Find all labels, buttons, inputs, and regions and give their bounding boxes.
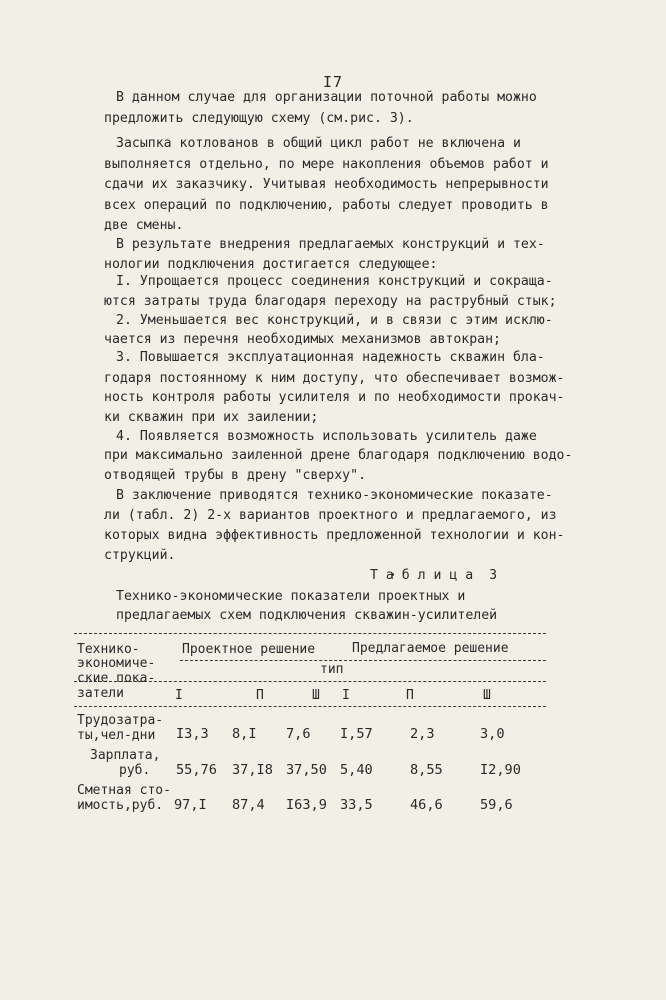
row-1-value-3: 7,6: [286, 726, 311, 742]
body-line-17: ки скважин при их заилении;: [104, 410, 319, 425]
table-rule-header-2: [74, 706, 546, 707]
body-line-10: I. Упрощается процесс соединения конструкций и сокраща-: [116, 274, 553, 289]
row-2-label-1: Зарплата,: [90, 748, 161, 763]
row-1-value-5: 2,3: [410, 726, 435, 742]
table-rule-type: [180, 660, 546, 661]
row-3-value-2: 87,4: [232, 797, 265, 813]
body-line-6: всех операций по подключению, работы следует проводить в: [104, 198, 549, 213]
body-line-20: отводящей трубы в дрену "сверху".: [104, 468, 367, 483]
header-col-line-1: Технико-: [77, 642, 140, 657]
body-line-2: предложить следующую схему (см.рис. 3).: [104, 111, 414, 126]
type-project-3: Ш: [312, 688, 320, 703]
row-2-label-2: руб.: [119, 763, 151, 778]
row-1-value-6: 3,0: [480, 726, 505, 742]
body-line-18: 4. Появляется возможность использовать усилитель даже: [116, 429, 537, 444]
header-col-line-3: ские пока-: [77, 671, 156, 686]
body-line-11: ются затраты труда благодаря переходу на раструбный стык;: [104, 294, 557, 309]
body-line-24: струкций.: [104, 548, 176, 563]
group-project-header: Проектное решение: [182, 642, 316, 657]
body-line-16: ность контроля работы усилителя и по необходимости прокач-: [104, 390, 565, 405]
table-caption-line-1: Технико-экономические показатели проектных и: [116, 589, 466, 604]
row-3-value-6: 59,6: [480, 797, 513, 813]
body-line-5: сдачи их заказчику. Учитывая необходимость непрерывности: [104, 177, 549, 192]
row-2-value-4: 5,40: [340, 762, 373, 778]
body-line-22: ли (табл. 2) 2-х вариантов проектного и предлагаемого, из: [104, 508, 557, 523]
row-3-value-3: I63,9: [286, 797, 327, 813]
row-3-label-2: имость,руб.: [77, 798, 164, 813]
body-line-1: В данном случае для организации поточной работы можно: [116, 90, 537, 105]
row-2-value-5: 8,55: [410, 762, 443, 778]
row-2-value-6: I2,90: [480, 762, 521, 778]
body-line-19: при максимально заиленной дрене благодаря подключению водо-: [104, 448, 573, 463]
table-rule-top: [74, 633, 546, 634]
row-1-label-1: Трудозатра-: [77, 713, 164, 728]
type-label: тип: [320, 662, 344, 677]
body-line-3: Засыпка котлованов в общий цикл работ не включена и: [116, 136, 521, 151]
row-1-value-1: I3,3: [176, 726, 209, 742]
row-1-value-2: 8,I: [232, 726, 257, 742]
page-number: I7: [322, 73, 344, 91]
row-1-label-2: ты,чел-дни: [77, 728, 156, 743]
row-3-label-1: Сметная сто-: [77, 783, 171, 798]
group-proposed-header: Предлагаемое решение: [352, 641, 509, 656]
body-line-9: нологии подключения достигается следующее:: [104, 257, 438, 272]
body-line-13: чается из перечня необходимых механизмов автокран;: [104, 332, 501, 347]
row-3-value-1: 97,I: [174, 797, 207, 813]
row-3-value-5: 46,6: [410, 797, 443, 813]
body-line-21: В заключение приводятся технико-экономические показате-: [116, 488, 553, 503]
type-proposed-3: Ш: [483, 688, 491, 703]
body-line-7: две смены.: [104, 218, 184, 233]
row-3-value-4: 33,5: [340, 797, 373, 813]
body-line-15: годаря постоянному к ним доступу, что обеспечивает возмож-: [104, 371, 565, 386]
row-2-value-2: 37,I8: [232, 762, 273, 778]
row-1-value-4: I,57: [340, 726, 373, 742]
body-line-12: 2. Уменьшается вес конструкций, и в связи с этим исклю-: [116, 313, 553, 328]
header-col-line-4: затели: [77, 686, 124, 701]
table-caption-line-2: предлагаемых схем подключения скважин-усилителей: [116, 608, 498, 623]
type-project-1: I: [175, 688, 183, 703]
body-line-8: В результате внедрения предлагаемых конструкций и тех-: [116, 237, 545, 252]
row-2-value-1: 55,76: [176, 762, 217, 778]
row-2-value-3: 37,50: [286, 762, 327, 778]
type-proposed-1: I: [342, 688, 350, 703]
header-col-line-2: экономиче-: [77, 656, 156, 671]
body-line-23: которых видна эффективность предложенной технологии и кон-: [104, 528, 565, 543]
body-line-4: выполняется отдельно, по мере накопления объемов работ и: [104, 157, 549, 172]
type-proposed-2: П: [406, 688, 414, 703]
type-project-2: П: [256, 688, 264, 703]
table-label: Т а б л и ц а 3: [370, 568, 498, 583]
body-line-14: 3. Повышается эксплуатационная надежность скважин бла-: [116, 350, 545, 365]
